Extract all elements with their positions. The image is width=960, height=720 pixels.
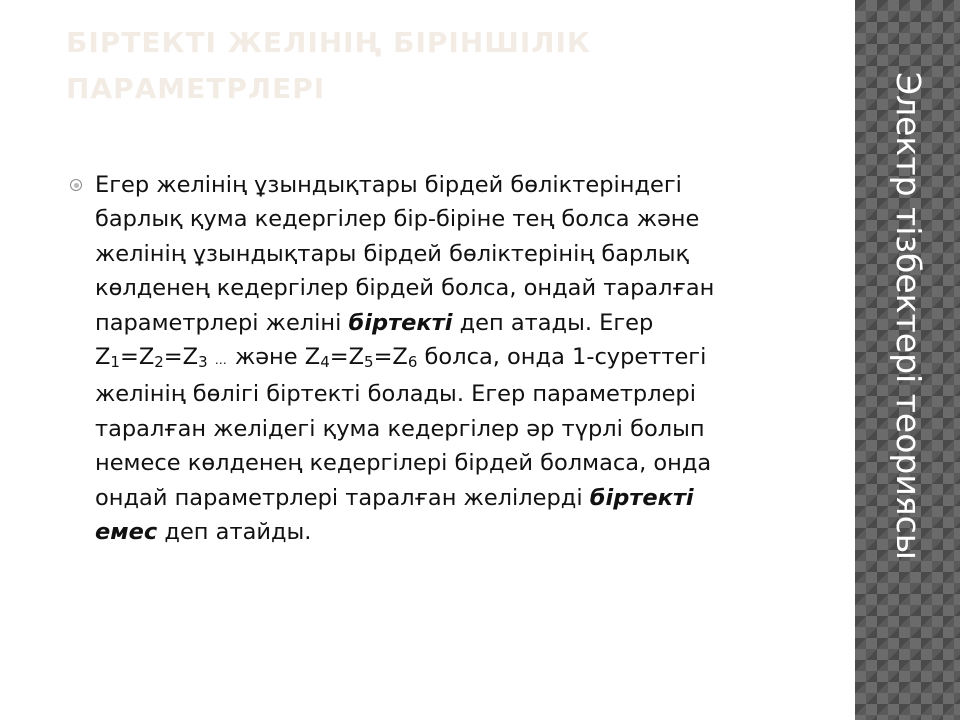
subscript-5: 5 [364, 353, 374, 372]
paragraph-text-3: болса, онда 1-суреттегі желінің бөлігі біртекті болады. Егер параметрлері таралған желідегі қума кедергілер әр түрлі болып немесе көлденең кедергілері бірдей болмаса, онда ондай параметрлері таралған желілерді [95, 344, 712, 511]
subscript-2: 2 [154, 353, 164, 372]
equals-z-3: =Z [163, 344, 199, 371]
emphasis-term-2: біртекті емес [95, 484, 694, 546]
bullet-icon [70, 179, 82, 191]
equals-z-2: =Z [119, 344, 155, 371]
slide-title: БІРТЕКТІ ЖЕЛІНІҢ БІРІНШІЛІК ПАРАМЕТРЛЕРІ [66, 26, 591, 105]
subscript-3: 3 [198, 353, 208, 372]
z-symbol-1: Z [95, 344, 111, 371]
z-symbol-4: Z [304, 344, 321, 371]
ellipsis: … [214, 353, 228, 368]
bullet-paragraph [95, 168, 746, 549]
emphasis-term-1: біртекті [348, 309, 453, 336]
side-title: Электр тізбектері теориясы [889, 72, 928, 560]
paragraph-text-1: Егер желінің ұзындықтары бірдей бөліктеріндегі барлық қума кедергілер бір-біріне тең болса және желінің ұзындықтары бірдей бөліктерінің барлық көлденең кедергілер бірдей болса, ондай таралған параметрлері желіні [95, 172, 715, 336]
conjunction-and: және [234, 344, 298, 371]
paragraph-text-4: деп атайды. [164, 519, 312, 546]
subscript-6: 6 [407, 353, 418, 372]
content-area [66, 168, 746, 549]
equals-z-5: =Z [329, 344, 365, 371]
side-panel [855, 0, 960, 720]
equals-z-6: =Z [373, 344, 408, 371]
paragraph-text-2: деп атады. Егер [459, 309, 654, 336]
subscript-1: 1 [110, 353, 120, 372]
subscript-4: 4 [320, 353, 330, 372]
